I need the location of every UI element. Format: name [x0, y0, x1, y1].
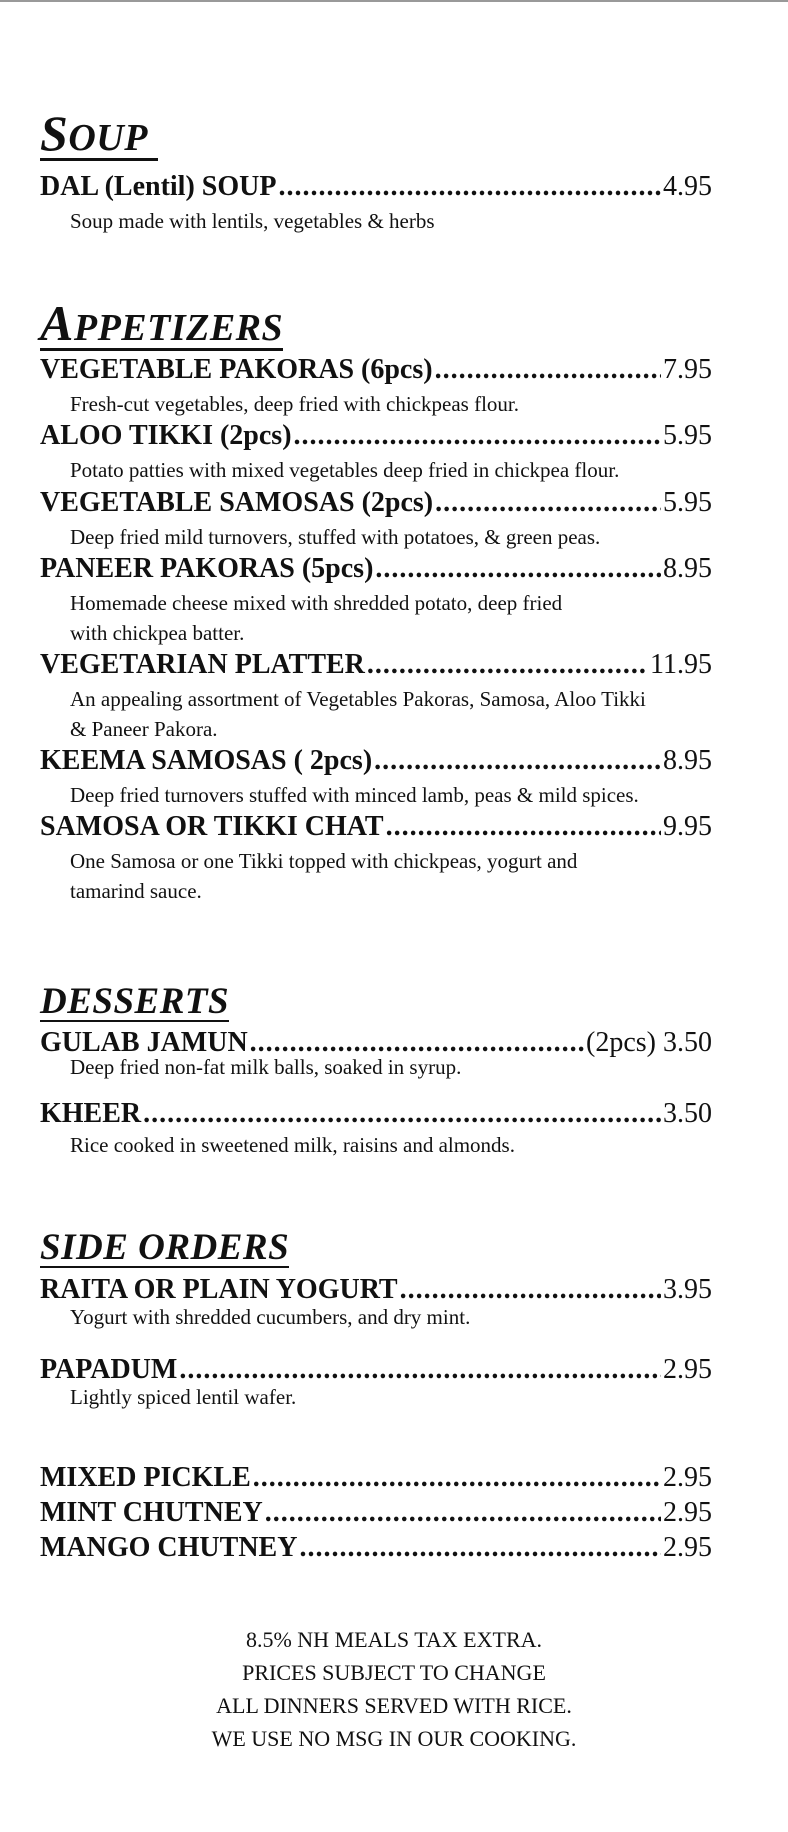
item-price: 8.95: [663, 745, 712, 776]
section-title-desserts: DESSERTS: [40, 981, 230, 1022]
item-price: 5.95: [663, 487, 712, 518]
footer-line-rice: ALL DINNERS SERVED WITH RICE.: [216, 1693, 572, 1718]
menu-item-mint-chutney: [40, 1499, 712, 1527]
dot-leader: [367, 651, 648, 679]
dot-leader: [143, 1100, 661, 1128]
footer-line-prices: PRICES SUBJECT TO CHANGE: [242, 1660, 546, 1685]
section-title-appetizers: [40, 295, 284, 351]
dot-leader: [294, 422, 661, 450]
menu-item-vegetable-samosas: [40, 489, 712, 517]
item-description: Potato patties with mixed vegetables deep fried in chickpea flour.: [70, 458, 620, 482]
item-description: Yogurt with shredded cucumbers, and dry mint.: [70, 1305, 471, 1329]
item-description-line2: tamarind sauce.: [70, 879, 202, 903]
item-description-line1: One Samosa or one Tikki topped with chickpeas, yogurt and: [70, 849, 578, 873]
dot-leader: [386, 813, 661, 841]
menu-item-vegetarian-platter: [40, 651, 712, 679]
footer-line-tax: 8.5% NH MEALS TAX EXTRA.: [245, 1627, 543, 1652]
menu-item-dal-soup: [40, 173, 712, 201]
footer-line-msg: WE USE NO MSG IN OUR COOKING.: [211, 1726, 577, 1751]
menu-item-keema-samosas: [40, 747, 712, 775]
item-description-line1: Homemade cheese mixed with shredded potato, deep fried: [70, 591, 563, 615]
item-description: Rice cooked in sweetened milk, raisins and almonds.: [70, 1133, 515, 1157]
item-name: GULAB JAMUN: [40, 1027, 248, 1058]
item-name: SAMOSA OR TIKKI CHAT: [40, 811, 384, 842]
item-price: 2.95: [663, 1532, 712, 1563]
menu-item-samosa-tikki-chat: [40, 813, 712, 841]
dot-leader: [265, 1499, 661, 1527]
item-price: 7.95: [663, 354, 712, 385]
item-price: 11.95: [650, 649, 712, 680]
item-name: KEEMA SAMOSAS ( 2pcs): [40, 745, 373, 776]
item-price: 5.95: [663, 420, 712, 451]
item-description: Deep fried mild turnovers, stuffed with potatoes, & green peas.: [70, 525, 601, 549]
item-description: Fresh-cut vegetables, deep fried with chickpeas flour.: [70, 392, 520, 416]
item-price: 2.95: [663, 1462, 712, 1493]
item-name: VEGETABLE PAKORAS (6pcs): [40, 354, 433, 385]
dot-leader: [299, 1534, 661, 1562]
dot-leader: [435, 356, 661, 384]
item-name: MINT CHUTNEY: [40, 1497, 263, 1528]
item-name: VEGETABLE SAMOSAS (2pcs): [40, 487, 434, 518]
item-name: KHEER: [40, 1098, 142, 1129]
dot-leader: [374, 747, 661, 775]
item-description-line2: with chickpea batter.: [70, 621, 245, 645]
menu-item-papadum: [40, 1356, 712, 1384]
item-name: DAL (Lentil) SOUP: [40, 171, 277, 202]
section-title-soup: [40, 105, 158, 161]
dot-leader: [278, 173, 661, 201]
item-price: 2.95: [663, 1497, 712, 1528]
item-description: Soup made with lentils, vegetables & herbs: [70, 209, 435, 233]
item-name: MIXED PICKLE: [40, 1462, 251, 1493]
item-name: VEGETARIAN PLATTER: [40, 649, 365, 680]
title-initial: A: [40, 295, 74, 351]
item-description: Deep fried non-fat milk balls, soaked in syrup.: [70, 1055, 462, 1079]
dot-leader: [253, 1464, 661, 1492]
dot-leader: [375, 555, 661, 583]
menu-item-vegetable-pakoras: [40, 356, 712, 384]
dot-leader: [400, 1276, 661, 1304]
top-border: [0, 0, 788, 2]
item-description-line2: & Paneer Pakora.: [70, 717, 218, 741]
item-name: RAITA OR PLAIN YOGURT: [40, 1274, 398, 1305]
item-price: 2.95: [663, 1354, 712, 1385]
dot-leader: [435, 489, 661, 517]
menu-item-paneer-pakoras: [40, 555, 712, 583]
menu-item-raita: [40, 1276, 712, 1304]
item-description: Deep fried turnovers stuffed with minced lamb, peas & mild spices.: [70, 783, 639, 807]
item-price: 3.50: [663, 1098, 712, 1129]
item-price: 4.95: [663, 171, 712, 202]
footer-notes: [0, 1623, 788, 1755]
item-name: ALOO TIKKI (2pcs): [40, 420, 292, 451]
menu-item-mango-chutney: [40, 1534, 712, 1562]
title-rest: OUP: [68, 117, 148, 159]
menu-item-kheer: [40, 1100, 712, 1128]
item-name: MANGO CHUTNEY: [40, 1532, 298, 1563]
item-name: PAPADUM: [40, 1354, 178, 1385]
item-price: 9.95: [663, 811, 712, 842]
title-initial: S: [40, 105, 69, 161]
item-price: 8.95: [663, 553, 712, 584]
menu-item-aloo-tikki: [40, 422, 712, 450]
dot-leader: [179, 1356, 661, 1384]
section-title-side-orders: SIDE ORDERS: [40, 1227, 290, 1268]
menu-item-mixed-pickle: [40, 1464, 712, 1492]
title-rest: PPETIZERS: [73, 307, 284, 349]
item-name: PANEER PAKORAS (5pcs): [40, 553, 374, 584]
item-description-line1: An appealing assortment of Vegetables Pakoras, Samosa, Aloo Tikki: [70, 687, 646, 711]
item-description: Lightly spiced lentil wafer.: [70, 1385, 297, 1409]
item-price: 3.95: [663, 1274, 712, 1305]
item-price: (2pcs) 3.50: [586, 1027, 712, 1058]
